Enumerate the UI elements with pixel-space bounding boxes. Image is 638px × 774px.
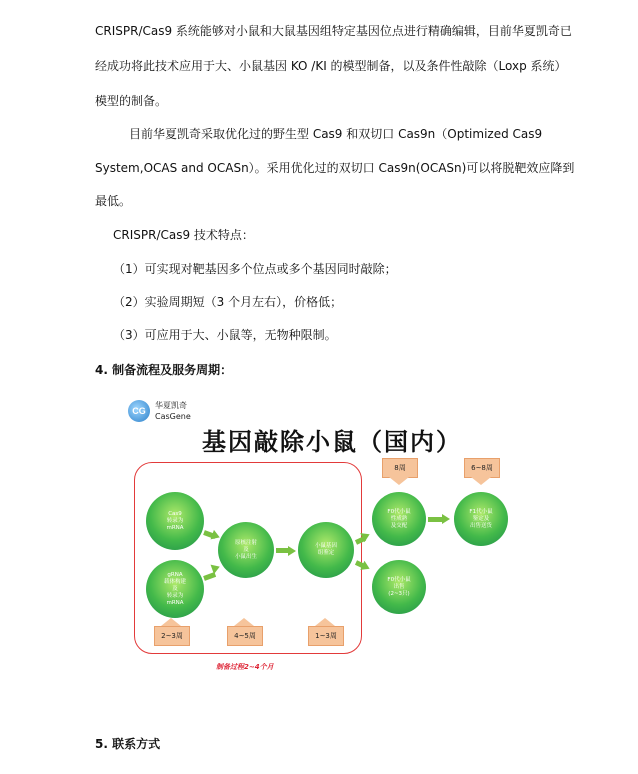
section-5-heading: 5. 联系方式 <box>95 737 161 751</box>
node-f0-mating: F0代小鼠 性成熟 及交配 <box>372 492 426 546</box>
duration-arrow-up-icon <box>315 618 335 626</box>
section-4-heading: 4. 制备流程及服务周期： <box>95 363 233 377</box>
feature-item-2: （2）实验周期短（3 个月左右），价格低； <box>113 295 343 309</box>
feature-item-3: （3）可应用于大、小鼠等，无物种限制。 <box>113 328 337 342</box>
duration-tag-3: 1~3周 <box>308 626 344 646</box>
node-grna: gRNA 载体构建 及 转录为 mRNA <box>146 560 204 618</box>
duration-arrow-up-icon <box>234 618 254 626</box>
node-injection: 原核注射 及 小鼠出生 <box>218 522 274 578</box>
arrow-head-icon <box>288 546 296 556</box>
duration-tag-1: 2~3周 <box>154 626 190 646</box>
duration-tag-2: 4~5周 <box>227 626 263 646</box>
diagram-title: 基因敲除小鼠（国内） <box>202 427 462 456</box>
duration-tag-4: 8周 <box>382 458 418 478</box>
paragraph-2-line-1: 目前华夏凯奇采取优化过的野生型 Cas9 和双切口 Cas9n（Optimized Cas9 <box>129 127 543 141</box>
paragraph-1-line-2: 经成功将此技术应用于大、小鼠基因 KO /KI 的模型制备，以及条件性敲除（Loxp 系统） <box>95 59 567 73</box>
duration-tag-5: 6~8周 <box>464 458 500 478</box>
node-f0-sale: F0代小鼠 出售 (2~3只) <box>372 560 426 614</box>
company-logo <box>128 398 208 426</box>
node-f1: F1代小鼠 鉴定及 出售送货 <box>454 492 508 546</box>
duration-arrow-up-icon <box>161 618 181 626</box>
features-title: CRISPR/Cas9 技术特点： <box>113 228 254 242</box>
arrow-head-icon <box>442 514 450 524</box>
preparation-duration-caption: 制备过程2~4个月 <box>216 663 274 671</box>
feature-item-1: （1）可实现对靶基因多个位点或多个基因同时敲除； <box>113 262 397 276</box>
duration-arrow-down-icon <box>471 477 491 485</box>
knockout-workflow-diagram <box>120 392 540 682</box>
logo-mark-icon: CG <box>128 400 150 422</box>
logo-text-cn: 华夏凯奇 <box>155 401 187 410</box>
paragraph-2-line-3: 最低。 <box>95 194 132 208</box>
paragraph-1-line-3: 模型的制备。 <box>95 94 168 108</box>
duration-arrow-down-icon <box>389 477 409 485</box>
logo-text-en: CasGene <box>155 412 191 421</box>
paragraph-2-line-2: System,OCAS and OCASn）。采用优化过的双切口 Cas9n(OCASn)可以将脱靶效应降到 <box>95 161 575 175</box>
node-genotyping: 小鼠基因 组鉴定 <box>298 522 354 578</box>
paragraph-1-line-1: CRISPR/Cas9 系统能够对小鼠和大鼠基因组特定基因位点进行精确编辑，目前华夏凯奇已 <box>95 24 572 38</box>
node-cas9: Cas9 转录为 mRNA <box>146 492 204 550</box>
